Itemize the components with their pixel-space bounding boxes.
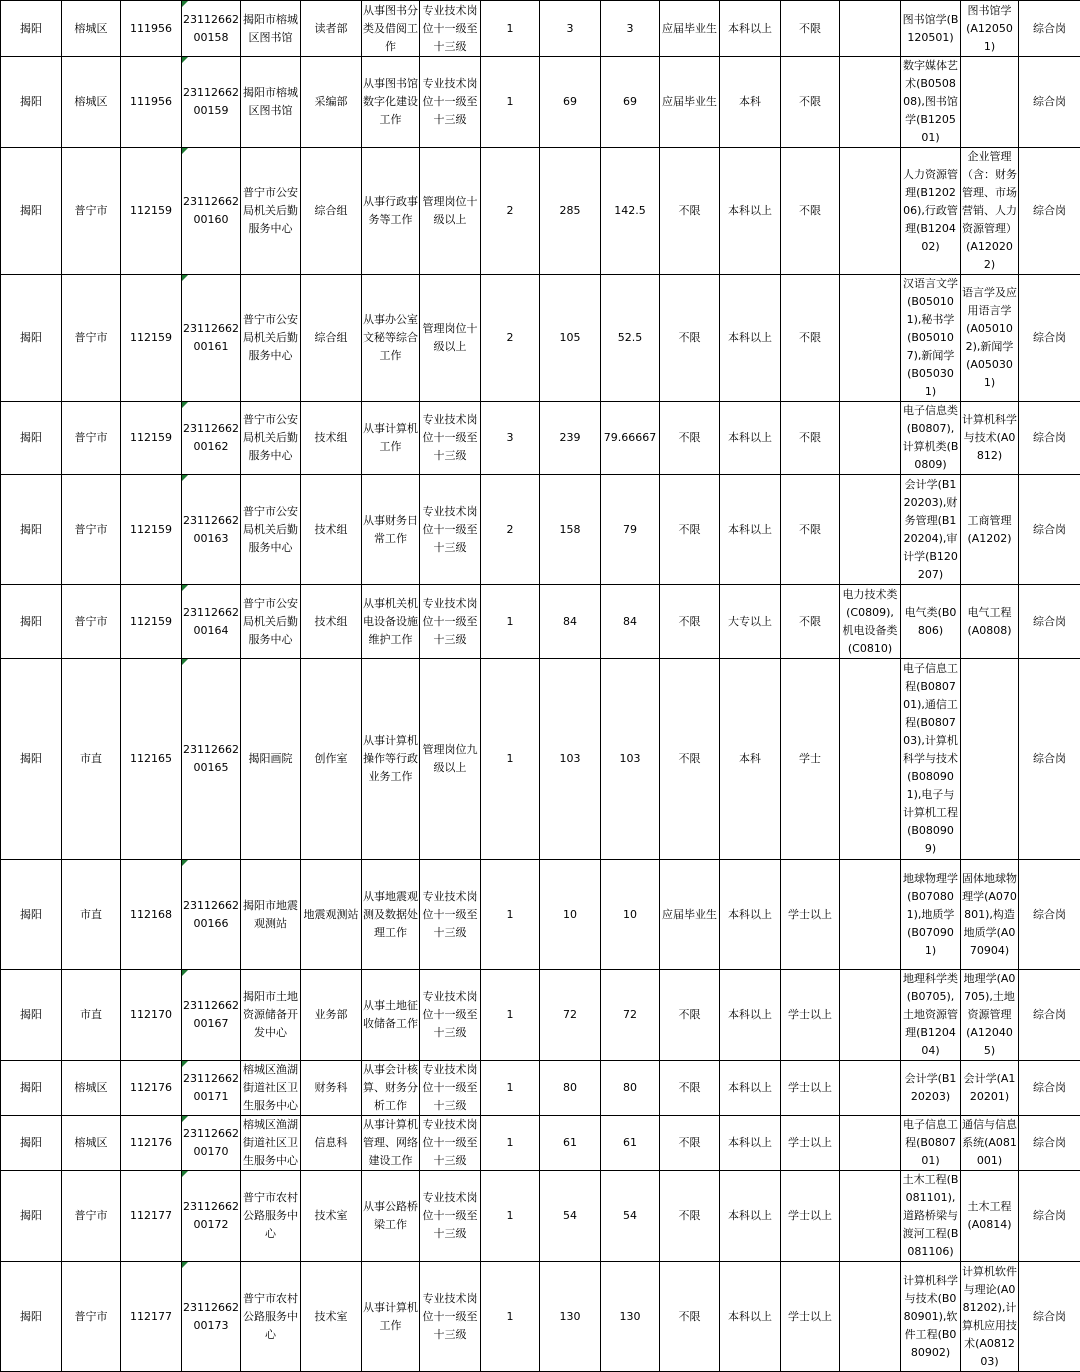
ratio-cell: 80 (601, 1061, 660, 1116)
unit-name-cell: 揭阳画院 (241, 659, 301, 860)
identity-cell: 不限 (660, 475, 720, 585)
identity-cell: 不限 (660, 1171, 720, 1262)
quota-cell: 2 (481, 275, 540, 402)
exam-type-cell: 综合岗 (1019, 57, 1080, 148)
unit-name-cell: 揭阳市榕城区图书馆 (241, 57, 301, 148)
city-cell: 揭阳 (1, 148, 62, 275)
exam-type-cell: 综合岗 (1019, 1, 1080, 57)
degree-cell: 不限 (781, 148, 840, 275)
duty-cell: 从事财务日常工作 (362, 475, 420, 585)
quota-cell: 2 (481, 475, 540, 585)
major-college-cell (840, 659, 901, 860)
major-graduate-cell: 工商管理(A1202) (961, 475, 1019, 585)
duty-cell: 从事计算机管理、网络建设工作 (362, 1116, 420, 1171)
quota-cell: 2 (481, 148, 540, 275)
unit-name-cell: 揭阳市榕城区图书馆 (241, 1, 301, 57)
duty-cell: 从事图书馆数字化建设工作 (362, 57, 420, 148)
major-college-cell (840, 1171, 901, 1262)
department-cell: 信息科 (301, 1116, 362, 1171)
applicants-cell: 103 (540, 659, 601, 860)
city-cell: 揭阳 (1, 659, 62, 860)
city-cell: 揭阳 (1, 860, 62, 970)
table-row (1, 1116, 1080, 1171)
degree-cell: 学士以上 (781, 1116, 840, 1171)
major-college-cell (840, 57, 901, 148)
duty-cell: 从事会计核算、财务分析工作 (362, 1061, 420, 1116)
district-cell: 普宁市 (62, 148, 121, 275)
unit-code-cell: 112170 (121, 970, 182, 1061)
degree-cell: 不限 (781, 402, 840, 475)
identity-cell: 不限 (660, 1061, 720, 1116)
unit-code-cell: 112177 (121, 1171, 182, 1262)
post-code-cell: 2311266200163 (182, 475, 241, 585)
table-row (1, 148, 1080, 275)
post-level-cell: 专业技术岗位十一级至十三级 (420, 402, 481, 475)
district-cell: 普宁市 (62, 585, 121, 659)
major-bachelor-cell: 汉语言文学(B050101),秘书学(B050107),新闻学(B050301) (901, 275, 961, 402)
duty-cell: 从事计算机工作 (362, 1262, 420, 1372)
post-level-cell: 专业技术岗位十一级至十三级 (420, 970, 481, 1061)
post-code-cell: 2311266200158 (182, 1, 241, 57)
unit-code-cell: 112159 (121, 475, 182, 585)
quota-cell: 1 (481, 970, 540, 1061)
major-graduate-cell: 地理学(A0705),土地资源管理(A120405) (961, 970, 1019, 1061)
post-code-cell: 2311266200160 (182, 148, 241, 275)
applicants-cell: 3 (540, 1, 601, 57)
unit-code-cell: 112165 (121, 659, 182, 860)
department-cell: 技术室 (301, 1171, 362, 1262)
major-graduate-cell: 电气工程(A0808) (961, 585, 1019, 659)
applicants-cell: 72 (540, 970, 601, 1061)
exam-type-cell: 综合岗 (1019, 402, 1080, 475)
table-row (1, 659, 1080, 860)
post-level-cell: 专业技术岗位十一级至十三级 (420, 475, 481, 585)
education-cell: 本科以上 (720, 970, 781, 1061)
city-cell: 揭阳 (1, 57, 62, 148)
degree-cell: 学士以上 (781, 970, 840, 1061)
unit-name-cell: 普宁市公安局机关后勤服务中心 (241, 475, 301, 585)
major-graduate-cell: 通信与信息系统(A081001) (961, 1116, 1019, 1171)
city-cell: 揭阳 (1, 475, 62, 585)
major-bachelor-cell: 会计学(B120203) (901, 1061, 961, 1116)
major-graduate-cell: 图书馆学(A120501) (961, 1, 1019, 57)
degree-cell: 不限 (781, 275, 840, 402)
identity-cell: 不限 (660, 275, 720, 402)
exam-type-cell: 综合岗 (1019, 585, 1080, 659)
unit-name-cell: 普宁市农村公路服务中心 (241, 1262, 301, 1372)
post-code-cell: 2311266200171 (182, 1061, 241, 1116)
major-bachelor-cell: 计算机科学与技术(B080901),软件工程(B080902) (901, 1262, 961, 1372)
department-cell: 技术组 (301, 585, 362, 659)
degree-cell: 学士以上 (781, 1171, 840, 1262)
major-bachelor-cell: 数字媒体艺术(B050808),图书馆学(B120501) (901, 57, 961, 148)
degree-cell: 学士 (781, 659, 840, 860)
ratio-cell: 10 (601, 860, 660, 970)
city-cell: 揭阳 (1, 970, 62, 1061)
major-college-cell (840, 1061, 901, 1116)
degree-cell: 不限 (781, 585, 840, 659)
exam-type-cell: 综合岗 (1019, 1262, 1080, 1372)
unit-name-cell: 榕城区渔湖街道社区卫生服务中心 (241, 1061, 301, 1116)
unit-name-cell: 普宁市公安局机关后勤服务中心 (241, 275, 301, 402)
ratio-cell: 61 (601, 1116, 660, 1171)
department-cell: 技术组 (301, 402, 362, 475)
applicants-cell: 69 (540, 57, 601, 148)
major-bachelor-cell: 电子信息类(B0807),计算机类(B0809) (901, 402, 961, 475)
major-graduate-cell: 语言学及应用语言学(A050102),新闻学(A050301) (961, 275, 1019, 402)
duty-cell: 从事土地征收储备工作 (362, 970, 420, 1061)
duty-cell: 从事公路桥梁工作 (362, 1171, 420, 1262)
quota-cell: 1 (481, 57, 540, 148)
major-bachelor-cell: 图书馆学(B120501) (901, 1, 961, 57)
education-cell: 本科以上 (720, 1262, 781, 1372)
unit-name-cell: 普宁市公安局机关后勤服务中心 (241, 148, 301, 275)
identity-cell: 应届毕业生 (660, 860, 720, 970)
duty-cell: 从事计算机工作 (362, 402, 420, 475)
major-bachelor-cell: 地球物理学(B070801),地质学(B070901) (901, 860, 961, 970)
major-graduate-cell: 计算机科学与技术(A0812) (961, 402, 1019, 475)
quota-cell: 1 (481, 1, 540, 57)
major-college-cell (840, 1116, 901, 1171)
district-cell: 榕城区 (62, 1116, 121, 1171)
city-cell: 揭阳 (1, 1262, 62, 1372)
district-cell: 市直 (62, 970, 121, 1061)
major-college-cell (840, 1262, 901, 1372)
exam-type-cell: 综合岗 (1019, 1116, 1080, 1171)
department-cell: 地震观测站 (301, 860, 362, 970)
unit-code-cell: 111956 (121, 57, 182, 148)
major-graduate-cell (961, 659, 1019, 860)
post-level-cell: 专业技术岗位十一级至十三级 (420, 1116, 481, 1171)
unit-code-cell: 112159 (121, 585, 182, 659)
city-cell: 揭阳 (1, 275, 62, 402)
education-cell: 本科以上 (720, 860, 781, 970)
duty-cell: 从事机关机电设备设施维护工作 (362, 585, 420, 659)
applicants-cell: 80 (540, 1061, 601, 1116)
department-cell: 读者部 (301, 1, 362, 57)
department-cell: 技术室 (301, 1262, 362, 1372)
post-code-cell: 2311266200172 (182, 1171, 241, 1262)
duty-cell: 从事行政事务等工作 (362, 148, 420, 275)
ratio-cell: 142.5 (601, 148, 660, 275)
major-graduate-cell: 计算机软件与理论(A081202),计算机应用技术(A081203) (961, 1262, 1019, 1372)
exam-type-cell: 综合岗 (1019, 970, 1080, 1061)
post-level-cell: 专业技术岗位十一级至十三级 (420, 57, 481, 148)
city-cell: 揭阳 (1, 585, 62, 659)
education-cell: 本科以上 (720, 1171, 781, 1262)
district-cell: 普宁市 (62, 475, 121, 585)
education-cell: 本科以上 (720, 148, 781, 275)
major-bachelor-cell: 人力资源管理(B120206),行政管理(B120402) (901, 148, 961, 275)
ratio-cell: 54 (601, 1171, 660, 1262)
identity-cell: 应届毕业生 (660, 1, 720, 57)
post-level-cell: 专业技术岗位十一级至十三级 (420, 1061, 481, 1116)
post-code-cell: 2311266200166 (182, 860, 241, 970)
district-cell: 市直 (62, 659, 121, 860)
duty-cell: 从事办公室文秘等综合工作 (362, 275, 420, 402)
degree-cell: 学士以上 (781, 1262, 840, 1372)
identity-cell: 不限 (660, 970, 720, 1061)
major-college-cell (840, 148, 901, 275)
table-row (1, 970, 1080, 1061)
quota-cell: 1 (481, 1262, 540, 1372)
education-cell: 本科以上 (720, 1061, 781, 1116)
applicants-cell: 105 (540, 275, 601, 402)
department-cell: 技术组 (301, 475, 362, 585)
applicants-cell: 10 (540, 860, 601, 970)
unit-code-cell: 112177 (121, 1262, 182, 1372)
district-cell: 榕城区 (62, 57, 121, 148)
quota-cell: 1 (481, 659, 540, 860)
department-cell: 创作室 (301, 659, 362, 860)
education-cell: 大专以上 (720, 585, 781, 659)
degree-cell: 学士以上 (781, 1061, 840, 1116)
post-code-cell: 2311266200161 (182, 275, 241, 402)
major-bachelor-cell: 电子信息工程(B080701),通信工程(B080703),计算机科学与技术(B080901),电子与计算机工程(B080909) (901, 659, 961, 860)
unit-code-cell: 112159 (121, 148, 182, 275)
city-cell: 揭阳 (1, 1171, 62, 1262)
exam-type-cell: 综合岗 (1019, 659, 1080, 860)
education-cell: 本科 (720, 57, 781, 148)
degree-cell: 不限 (781, 57, 840, 148)
ratio-cell: 72 (601, 970, 660, 1061)
post-level-cell: 专业技术岗位十一级至十三级 (420, 585, 481, 659)
unit-code-cell: 112168 (121, 860, 182, 970)
identity-cell: 不限 (660, 659, 720, 860)
major-bachelor-cell: 地理科学类(B0705),土地资源管理(B120404) (901, 970, 961, 1061)
applicants-cell: 84 (540, 585, 601, 659)
district-cell: 普宁市 (62, 1262, 121, 1372)
applicants-cell: 158 (540, 475, 601, 585)
unit-name-cell: 普宁市公安局机关后勤服务中心 (241, 585, 301, 659)
district-cell: 榕城区 (62, 1061, 121, 1116)
education-cell: 本科以上 (720, 275, 781, 402)
district-cell: 榕城区 (62, 1, 121, 57)
ratio-cell: 130 (601, 1262, 660, 1372)
post-level-cell: 专业技术岗位十一级至十三级 (420, 1, 481, 57)
education-cell: 本科以上 (720, 1116, 781, 1171)
exam-type-cell: 综合岗 (1019, 860, 1080, 970)
major-bachelor-cell: 土木工程(B081101),道路桥梁与渡河工程(B081106) (901, 1171, 961, 1262)
major-college-cell (840, 860, 901, 970)
exam-type-cell: 综合岗 (1019, 275, 1080, 402)
table-row (1, 275, 1080, 402)
degree-cell: 学士以上 (781, 860, 840, 970)
duty-cell: 从事地震观测及数据处理工作 (362, 860, 420, 970)
post-code-cell: 2311266200173 (182, 1262, 241, 1372)
quota-cell: 3 (481, 402, 540, 475)
post-level-cell: 管理岗位十级以上 (420, 148, 481, 275)
table-row (1, 1171, 1080, 1262)
post-level-cell: 管理岗位十级以上 (420, 275, 481, 402)
table-row (1, 585, 1080, 659)
quota-cell: 1 (481, 585, 540, 659)
unit-name-cell: 揭阳市土地资源储备开发中心 (241, 970, 301, 1061)
major-graduate-cell: 会计学(A120201) (961, 1061, 1019, 1116)
ratio-cell: 52.5 (601, 275, 660, 402)
duty-cell: 从事计算机操作等行政业务工作 (362, 659, 420, 860)
table-row (1, 475, 1080, 585)
major-bachelor-cell: 电子信息工程(B080701) (901, 1116, 961, 1171)
major-college-cell (840, 1, 901, 57)
exam-type-cell: 综合岗 (1019, 475, 1080, 585)
applicants-cell: 130 (540, 1262, 601, 1372)
major-graduate-cell: 土木工程(A0814) (961, 1171, 1019, 1262)
major-college-cell (840, 402, 901, 475)
duty-cell: 从事图书分类及借阅工作 (362, 1, 420, 57)
post-code-cell: 2311266200159 (182, 57, 241, 148)
table-row (1, 402, 1080, 475)
major-bachelor-cell: 电气类(B0806) (901, 585, 961, 659)
major-college-cell (840, 475, 901, 585)
quota-cell: 1 (481, 1061, 540, 1116)
table-row (1, 1, 1080, 57)
table-row (1, 1061, 1080, 1116)
major-graduate-cell: 企业管理（含：财务管理、市场营销、人力资源管理）(A120202) (961, 148, 1019, 275)
ratio-cell: 3 (601, 1, 660, 57)
applicants-cell: 54 (540, 1171, 601, 1262)
post-code-cell: 2311266200170 (182, 1116, 241, 1171)
applicants-cell: 285 (540, 148, 601, 275)
post-code-cell: 2311266200164 (182, 585, 241, 659)
major-graduate-cell: 固体地球物理学(A070801),构造地质学(A070904) (961, 860, 1019, 970)
post-level-cell: 管理岗位九级以上 (420, 659, 481, 860)
unit-code-cell: 112176 (121, 1061, 182, 1116)
post-level-cell: 专业技术岗位十一级至十三级 (420, 1171, 481, 1262)
district-cell: 普宁市 (62, 402, 121, 475)
degree-cell: 不限 (781, 1, 840, 57)
education-cell: 本科以上 (720, 402, 781, 475)
applicants-cell: 239 (540, 402, 601, 475)
major-college-cell: 电力技术类(C0809),机电设备类(C0810) (840, 585, 901, 659)
identity-cell: 不限 (660, 585, 720, 659)
quota-cell: 1 (481, 1171, 540, 1262)
unit-name-cell: 普宁市农村公路服务中心 (241, 1171, 301, 1262)
education-cell: 本科 (720, 659, 781, 860)
unit-code-cell: 111956 (121, 1, 182, 57)
exam-type-cell: 综合岗 (1019, 1171, 1080, 1262)
post-level-cell: 专业技术岗位十一级至十三级 (420, 1262, 481, 1372)
education-cell: 本科以上 (720, 1, 781, 57)
unit-code-cell: 112159 (121, 402, 182, 475)
post-code-cell: 2311266200165 (182, 659, 241, 860)
quota-cell: 1 (481, 1116, 540, 1171)
city-cell: 揭阳 (1, 1, 62, 57)
unit-name-cell: 普宁市公安局机关后勤服务中心 (241, 402, 301, 475)
ratio-cell: 69 (601, 57, 660, 148)
unit-name-cell: 揭阳市地震观测站 (241, 860, 301, 970)
quota-cell: 1 (481, 860, 540, 970)
district-cell: 市直 (62, 860, 121, 970)
post-code-cell: 2311266200167 (182, 970, 241, 1061)
unit-code-cell: 112176 (121, 1116, 182, 1171)
major-college-cell (840, 275, 901, 402)
table-row (1, 860, 1080, 970)
identity-cell: 不限 (660, 1116, 720, 1171)
department-cell: 财务科 (301, 1061, 362, 1116)
exam-type-cell: 综合岗 (1019, 1061, 1080, 1116)
ratio-cell: 79.66667 (601, 402, 660, 475)
table-row (1, 57, 1080, 148)
department-cell: 综合组 (301, 148, 362, 275)
unit-name-cell: 榕城区渔湖街道社区卫生服务中心 (241, 1116, 301, 1171)
identity-cell: 应届毕业生 (660, 57, 720, 148)
identity-cell: 不限 (660, 148, 720, 275)
city-cell: 揭阳 (1, 1061, 62, 1116)
department-cell: 综合组 (301, 275, 362, 402)
exam-type-cell: 综合岗 (1019, 148, 1080, 275)
education-cell: 本科以上 (720, 475, 781, 585)
city-cell: 揭阳 (1, 1116, 62, 1171)
ratio-cell: 79 (601, 475, 660, 585)
unit-code-cell: 112159 (121, 275, 182, 402)
applicants-cell: 61 (540, 1116, 601, 1171)
department-cell: 业务部 (301, 970, 362, 1061)
city-cell: 揭阳 (1, 402, 62, 475)
post-code-cell: 2311266200162 (182, 402, 241, 475)
identity-cell: 不限 (660, 1262, 720, 1372)
major-college-cell (840, 970, 901, 1061)
ratio-cell: 84 (601, 585, 660, 659)
ratio-cell: 103 (601, 659, 660, 860)
district-cell: 普宁市 (62, 275, 121, 402)
degree-cell: 不限 (781, 475, 840, 585)
identity-cell: 不限 (660, 402, 720, 475)
major-graduate-cell (961, 57, 1019, 148)
district-cell: 普宁市 (62, 1171, 121, 1262)
major-bachelor-cell: 会计学(B120203),财务管理(B120204),审计学(B120207) (901, 475, 961, 585)
department-cell: 采编部 (301, 57, 362, 148)
table-body (1, 1, 1080, 1372)
table-row (1, 1262, 1080, 1372)
post-level-cell: 专业技术岗位十一级至十三级 (420, 860, 481, 970)
